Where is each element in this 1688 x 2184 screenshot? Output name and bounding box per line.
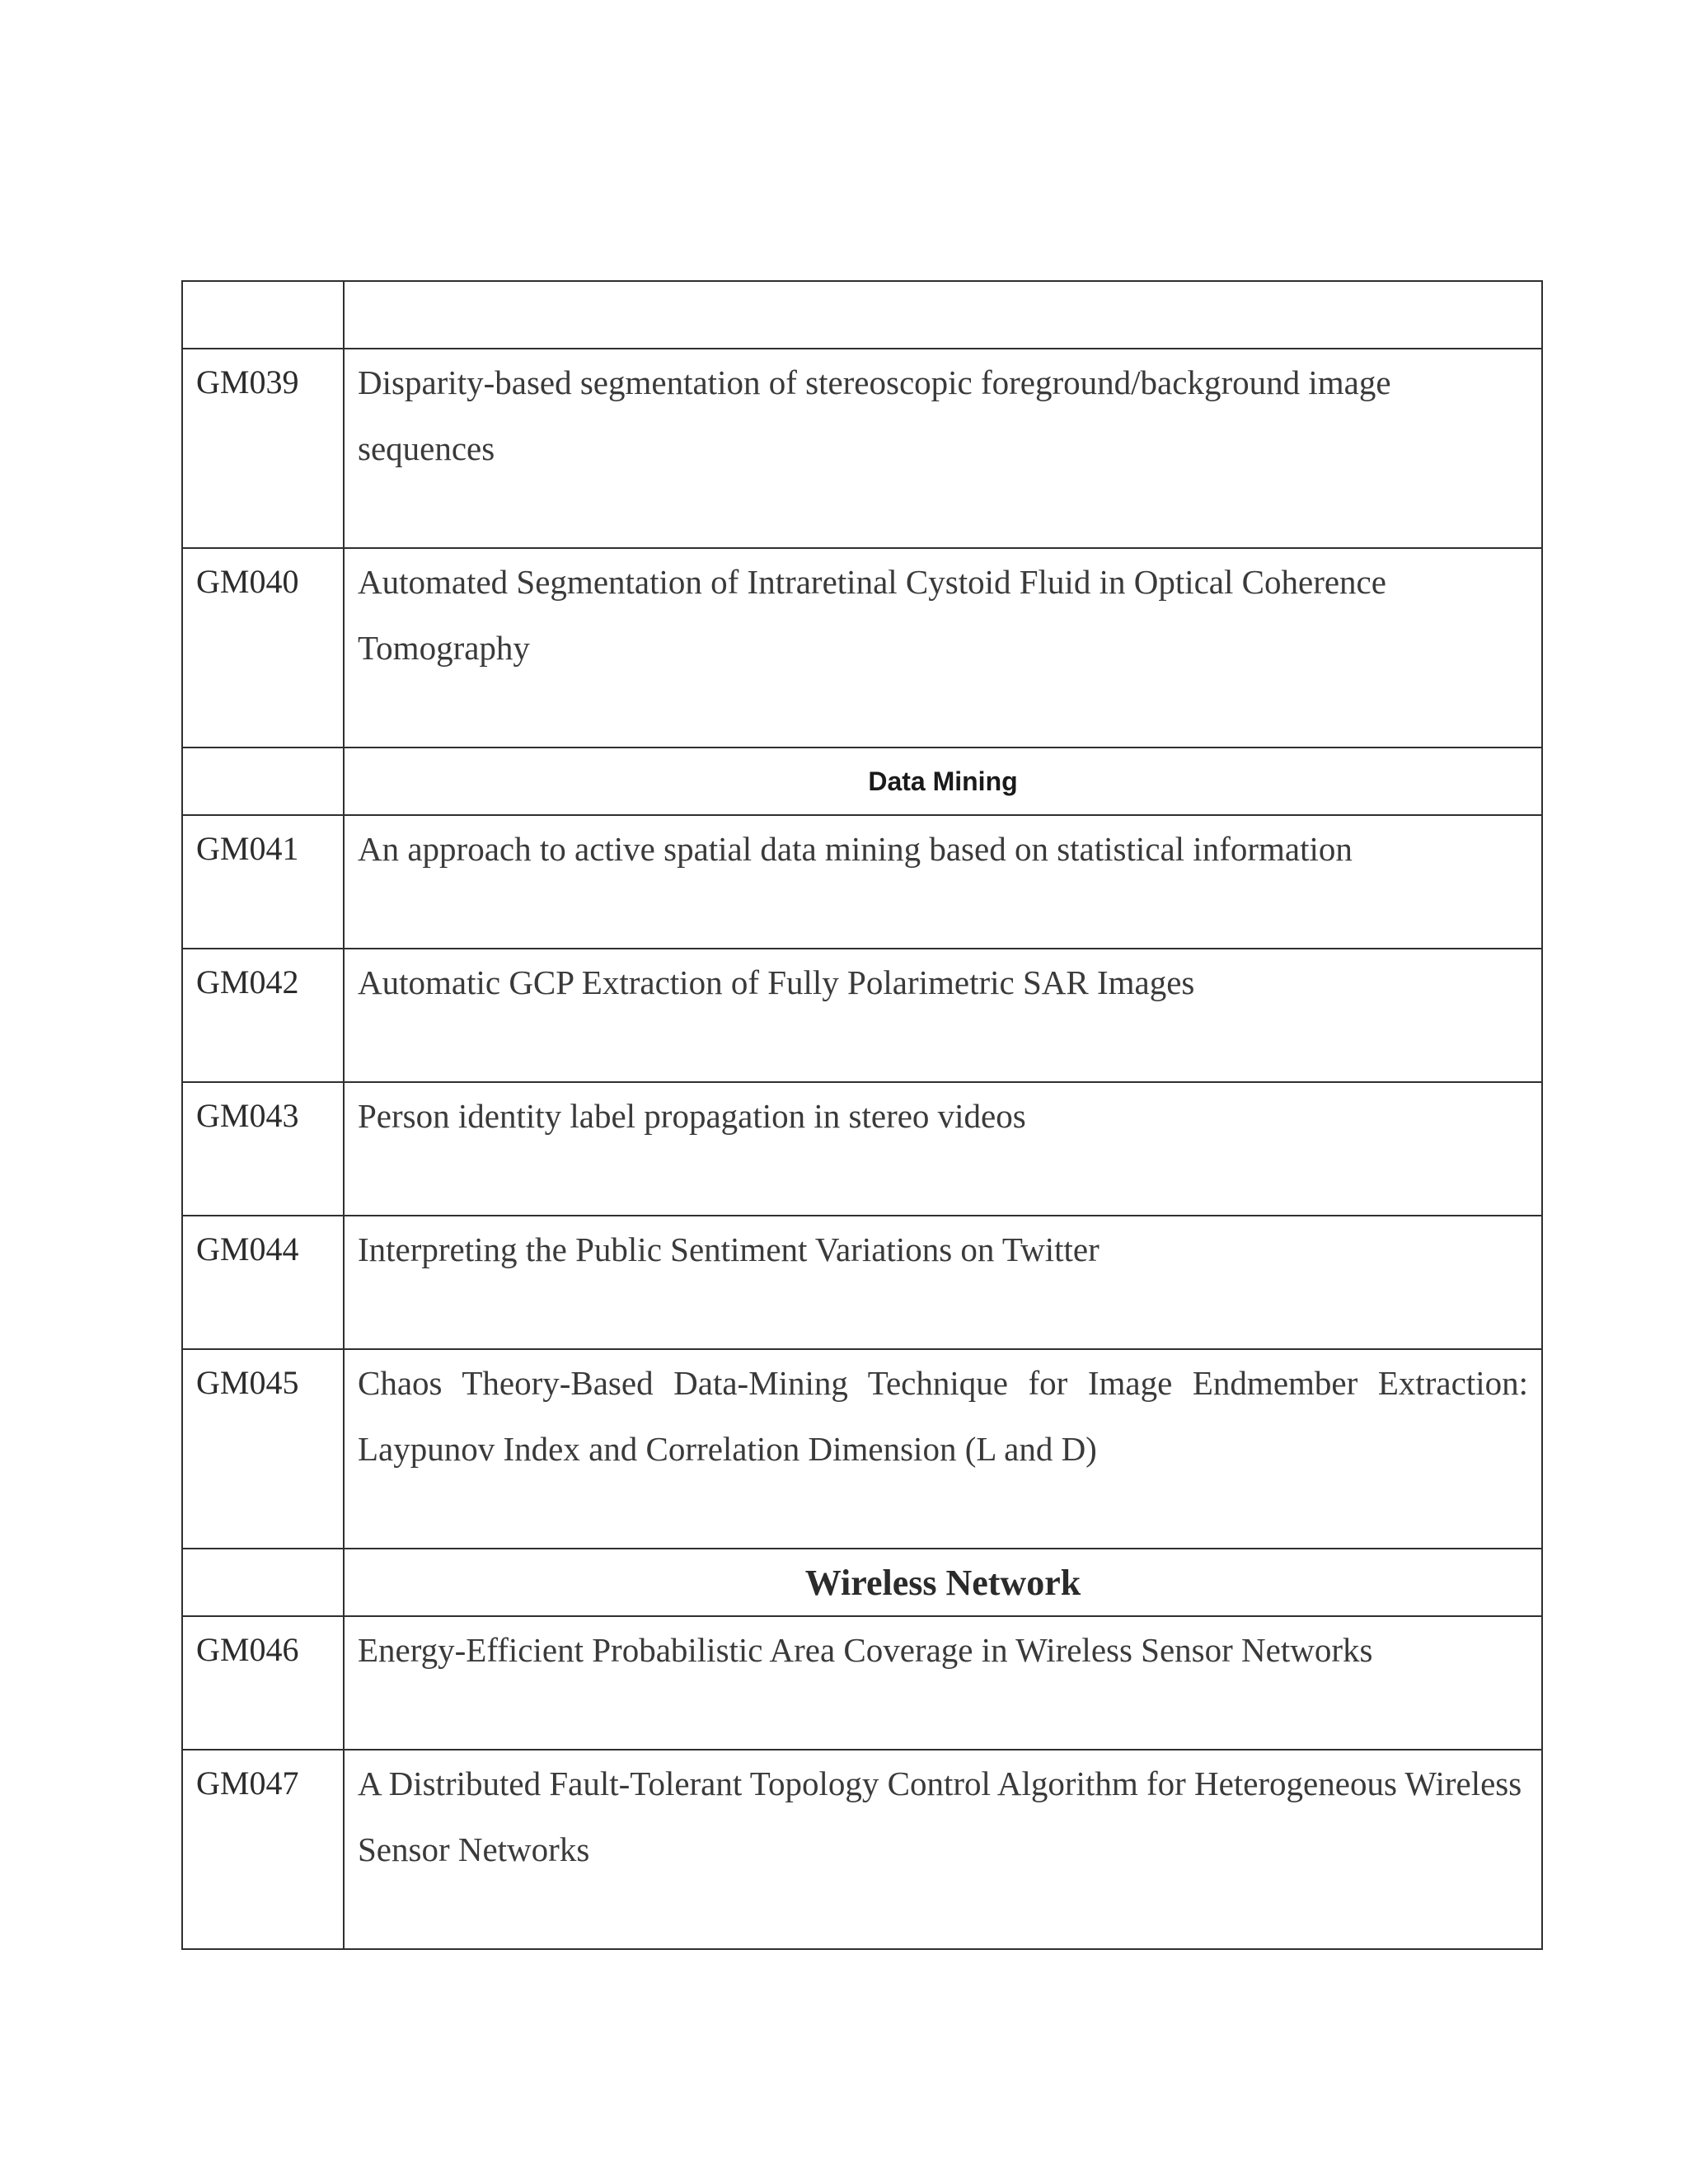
project-title: Chaos Theory-Based Data-Mining Technique for Image Endmember Extraction: Laypunov Index and Correlation Dimension (L and D) xyxy=(344,1349,1542,1549)
project-code: GM045 xyxy=(182,1349,344,1549)
table-row xyxy=(182,949,1542,1082)
project-title: Interpreting the Public Sentiment Variations on Twitter xyxy=(344,1216,1542,1349)
project-code: GM039 xyxy=(182,349,344,548)
project-title: A Distributed Fault-Tolerant Topology Control Algorithm for Heterogeneous Wireless Sensor Networks xyxy=(344,1750,1542,1949)
project-title: Automatic GCP Extraction of Fully Polarimetric SAR Images xyxy=(344,949,1542,1082)
table-row xyxy=(182,1349,1542,1549)
section-heading-wireless-network: Wireless Network xyxy=(344,1549,1542,1616)
table-row xyxy=(182,815,1542,949)
project-title: An approach to active spatial data mining based on statistical information xyxy=(344,815,1542,949)
project-code: GM046 xyxy=(182,1616,344,1750)
project-title xyxy=(344,281,1542,349)
project-title: Energy-Efficient Probabilistic Area Coverage in Wireless Sensor Networks xyxy=(344,1616,1542,1750)
section-heading-data-mining: Data Mining xyxy=(344,748,1542,815)
section-row xyxy=(182,1549,1542,1616)
table-row xyxy=(182,349,1542,548)
section-row xyxy=(182,748,1542,815)
project-code: GM043 xyxy=(182,1082,344,1216)
project-code-empty xyxy=(182,748,344,815)
table-row xyxy=(182,548,1542,748)
table-row xyxy=(182,1750,1542,1949)
project-title: Disparity-based segmentation of stereoscopic foreground/background image sequences xyxy=(344,349,1542,548)
project-code: GM042 xyxy=(182,949,344,1082)
table-row xyxy=(182,1082,1542,1216)
project-code: GM044 xyxy=(182,1216,344,1349)
table-row xyxy=(182,281,1542,349)
project-code: GM040 xyxy=(182,548,344,748)
project-code: GM041 xyxy=(182,815,344,949)
project-code: GM047 xyxy=(182,1750,344,1949)
project-title: Automated Segmentation of Intraretinal Cystoid Fluid in Optical Coherence Tomography xyxy=(344,548,1542,748)
table-row xyxy=(182,1216,1542,1349)
project-title: Person identity label propagation in stereo videos xyxy=(344,1082,1542,1216)
project-table xyxy=(181,280,1543,1950)
table-row xyxy=(182,1616,1542,1750)
project-code xyxy=(182,281,344,349)
project-code-empty xyxy=(182,1549,344,1616)
